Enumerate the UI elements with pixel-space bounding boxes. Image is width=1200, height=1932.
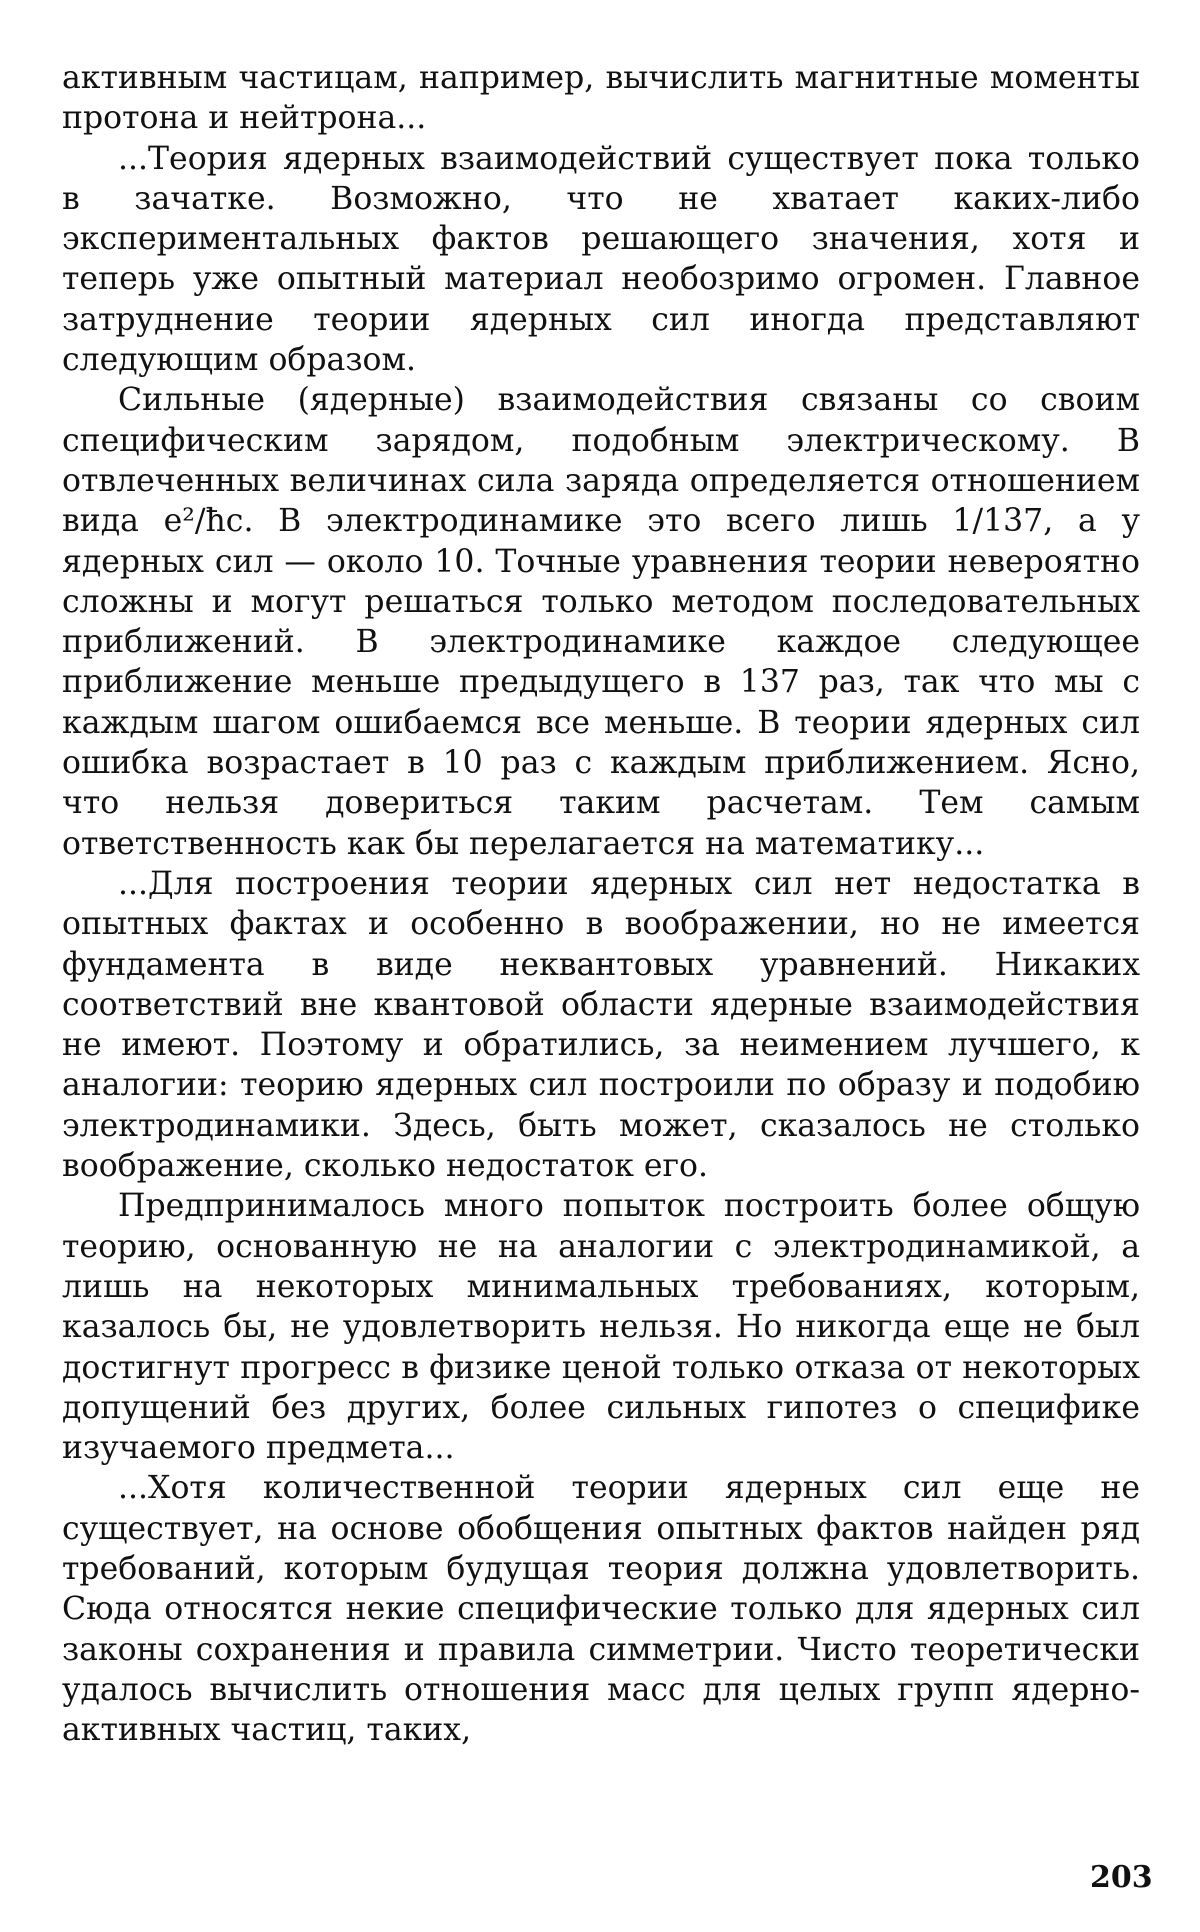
page-text xyxy=(62,58,1140,1750)
page-number: 203 xyxy=(1090,1860,1153,1895)
paragraph-5: Предпринималось много попыток построить более общую теорию, основанную не на аналогии с электродинамикой, а лишь на некоторых минимальных требованиях, которым, казалось бы, не удовлетворить нельзя. Но никогда еще не был достигнут прогресс в физике ценой только отказа от некоторых допущений без других, более сильных гипотез о специфике изучаемого предмета... xyxy=(62,1188,1140,1467)
paragraph-6: ...Хотя количественной теории ядерных сил еще не существует, на основе обобщения опытных фактов найден ряд требований, которым будущая теория должна удовлетворить. Сюда относятся некие специфические только для ядерных сил законы сохранения и правила симметрии. Чисто теоретически удалось вычислить отношения масс для целых групп ядерно-активных частиц, таких, xyxy=(62,1470,1140,1749)
paragraph-2: ...Теория ядерных взаимодействий существует пока только в зачатке. Возможно, что не хватает каких-либо экспериментальных фактов решающего значения, хотя и теперь уже опытный материал необозримо огромен. Главное затруднение теории ядерных сил иногда представляют следующим образом. xyxy=(62,140,1140,379)
paragraph-4: ...Для построения теории ядерных сил нет недостатка в опытных фактах и особенно в воображении, но не имеется фундамента в виде неквантовых уравнений. Никаких соответствий вне квантовой области ядерные взаимодействия не имеют. Поэтому и обратились, за неимением лучшего, к аналогии: теорию ядерных сил построили по образу и подобию электродинамики. Здесь, быть может, сказалось не столько воображение, сколько недостаток его. xyxy=(62,865,1140,1185)
paragraph-3: Сильные (ядерные) взаимодействия связаны со своим специфическим зарядом, подобным электрическому. В отвлеченных величинах сила заряда определяется отношением вида e²/ħc. В электродинамике это всего лишь 1/137, а у ядерных сил — около 10. Точные уравнения теории невероятно сложны и могут решаться только методом последовательных приближений. В электродинамике каждое следующее приближение меньше предыдущего в 137 раз, так что мы с каждым шагом ошибаемся все меньше. В теории ядерных сил ошибка возрастает в 10 раз с каждым приближением. Ясно, что нельзя довериться таким расчетам. Тем самым ответственность как бы перелагается на математику... xyxy=(62,382,1140,862)
paragraph-1: активным частицам, например, вычислить магнитные моменты протона и нейтрона... xyxy=(62,60,1140,137)
